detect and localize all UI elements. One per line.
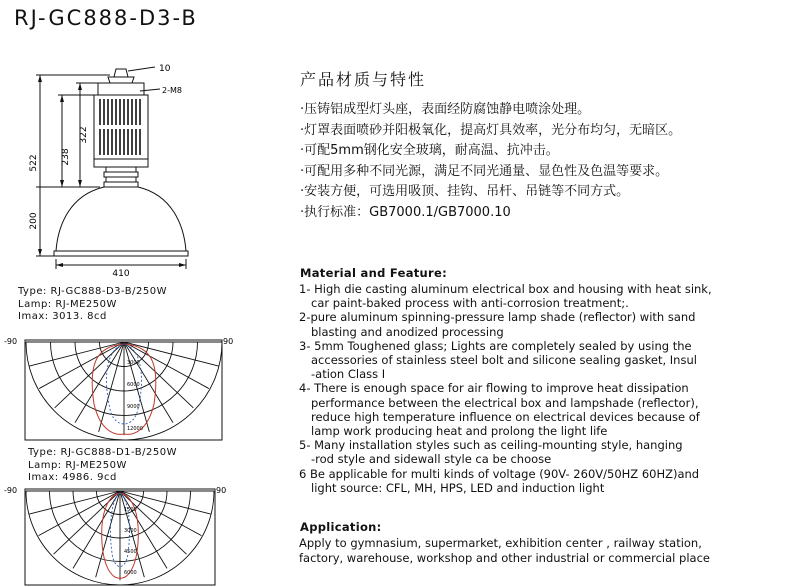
text-line: reduce high temperature influence on electrical devices because of (311, 409, 700, 424)
application-text (299, 536, 710, 566)
text-line: -rod style and sidewall style ca be choose (311, 452, 552, 467)
polar1-ring-3: 9000 (127, 404, 140, 410)
spec-imax: Imax: 4986. 9cd (28, 472, 117, 483)
polar-chart-1 (0, 334, 240, 444)
list-item: ·执行标准：GB7000.1/GB7000.10 (300, 204, 511, 220)
polar1-ring-2: 6000 (127, 382, 140, 388)
text-line: 5- Many installation styles such as ceiling-mounting style, hanging (299, 438, 683, 453)
spec-imax: Imax: 3013. 8cd (18, 311, 107, 322)
polar2-right-label: 90 (216, 486, 227, 495)
dim-322: 322 (79, 126, 89, 144)
polar1-ring-1: 3000 (127, 360, 140, 366)
dim-522: 522 (29, 154, 39, 172)
polar2-ring-4: 6000 (124, 570, 137, 576)
english-heading: Material and Feature: (300, 266, 448, 280)
list-item: ·压铸铝成型灯头座，表面经防腐蚀静电喷涂处理。 (300, 102, 591, 117)
text-line: car paint-baked process with anti-corrosion treatment;. (311, 296, 629, 311)
text-line: light source: CFL, MH, HPS, LED and induction light (311, 480, 605, 495)
application-heading: Application: (300, 520, 382, 534)
callout-10: 10 (159, 64, 171, 74)
chinese-feature-list (300, 100, 681, 223)
spec-block-2 (28, 447, 177, 485)
text-line: accessories of stainless steel bolt and silicone sealing gasket, Insul (311, 353, 697, 368)
polar1-left-label: -90 (4, 337, 18, 346)
text-line: factory, warehouse, workshop and other industrial or commercial place (299, 551, 710, 565)
spec-lamp: Lamp: RJ-ME250W (18, 298, 117, 310)
polar1-ring-4: 12000 (127, 426, 143, 432)
text-line: 6 Be applicable for multi kinds of voltage (90V- 260V/50HZ 60HZ)and (299, 466, 700, 481)
product-title: RJ-GC888-D3-B (14, 6, 198, 30)
polar2-ring-3: 4500 (124, 549, 137, 555)
spec-type: Type: RJ-GC888-D3-B/250W (18, 286, 167, 297)
text-line: Apply to gymnasium, supermarket, exhibition center , railway station, (299, 536, 702, 550)
text-line: 4- There is enough space for air flowing to improve heat dissipation (299, 381, 689, 396)
polar-chart-2 (0, 483, 240, 587)
chinese-heading: 产品材质与特性 (300, 70, 427, 89)
dim-410: 410 (112, 269, 130, 279)
text-line: -ation Class I (311, 367, 386, 382)
polar1-right-label: 90 (223, 337, 234, 346)
list-item: ·灯罩表面喷砂并阳极氧化，提高灯具效率，光分布均匀，无暗区。 (300, 122, 682, 138)
english-feature-text (299, 282, 739, 495)
text-line: lamp work producing heat and prolong the light life (311, 424, 608, 439)
text-line: blasting and anodized processing (311, 324, 504, 339)
polar2-ring-1: 1500 (124, 507, 137, 513)
text-line: 2-pure aluminum spinning-pressure lamp shade (reflector) with sand (299, 310, 696, 325)
callout-screw: 2-M8 (162, 86, 182, 95)
spec-lamp: Lamp: RJ-ME250W (28, 459, 127, 471)
text-line: 3- 5mm Toughened glass; Lights are completely sealed by using the (299, 338, 692, 353)
spec-type: Type: RJ-GC888-D1-B/250W (28, 447, 177, 458)
text-line: performance between the electrical box and lampshade (reflector), (311, 395, 699, 410)
polar2-ring-2: 3000 (124, 528, 137, 534)
list-item: ·可配用多种不同光源，满足不同光通量、显色性及色温等要求。 (300, 163, 669, 179)
dim-200: 200 (29, 212, 39, 230)
text-line: 1- High die casting aluminum electrical box and housing with heat sink, (299, 282, 712, 296)
lamp-drawing (0, 55, 290, 285)
dim-238: 238 (61, 148, 71, 166)
polar2-left-label: -90 (4, 486, 18, 495)
list-item: ·可配5mm钢化安全玻璃，耐高温、抗冲击。 (300, 143, 559, 158)
spec-block-1 (18, 286, 167, 324)
list-item: ·安装方便，可选用吸顶、挂钩、吊杆、吊链等不同方式。 (300, 184, 630, 199)
